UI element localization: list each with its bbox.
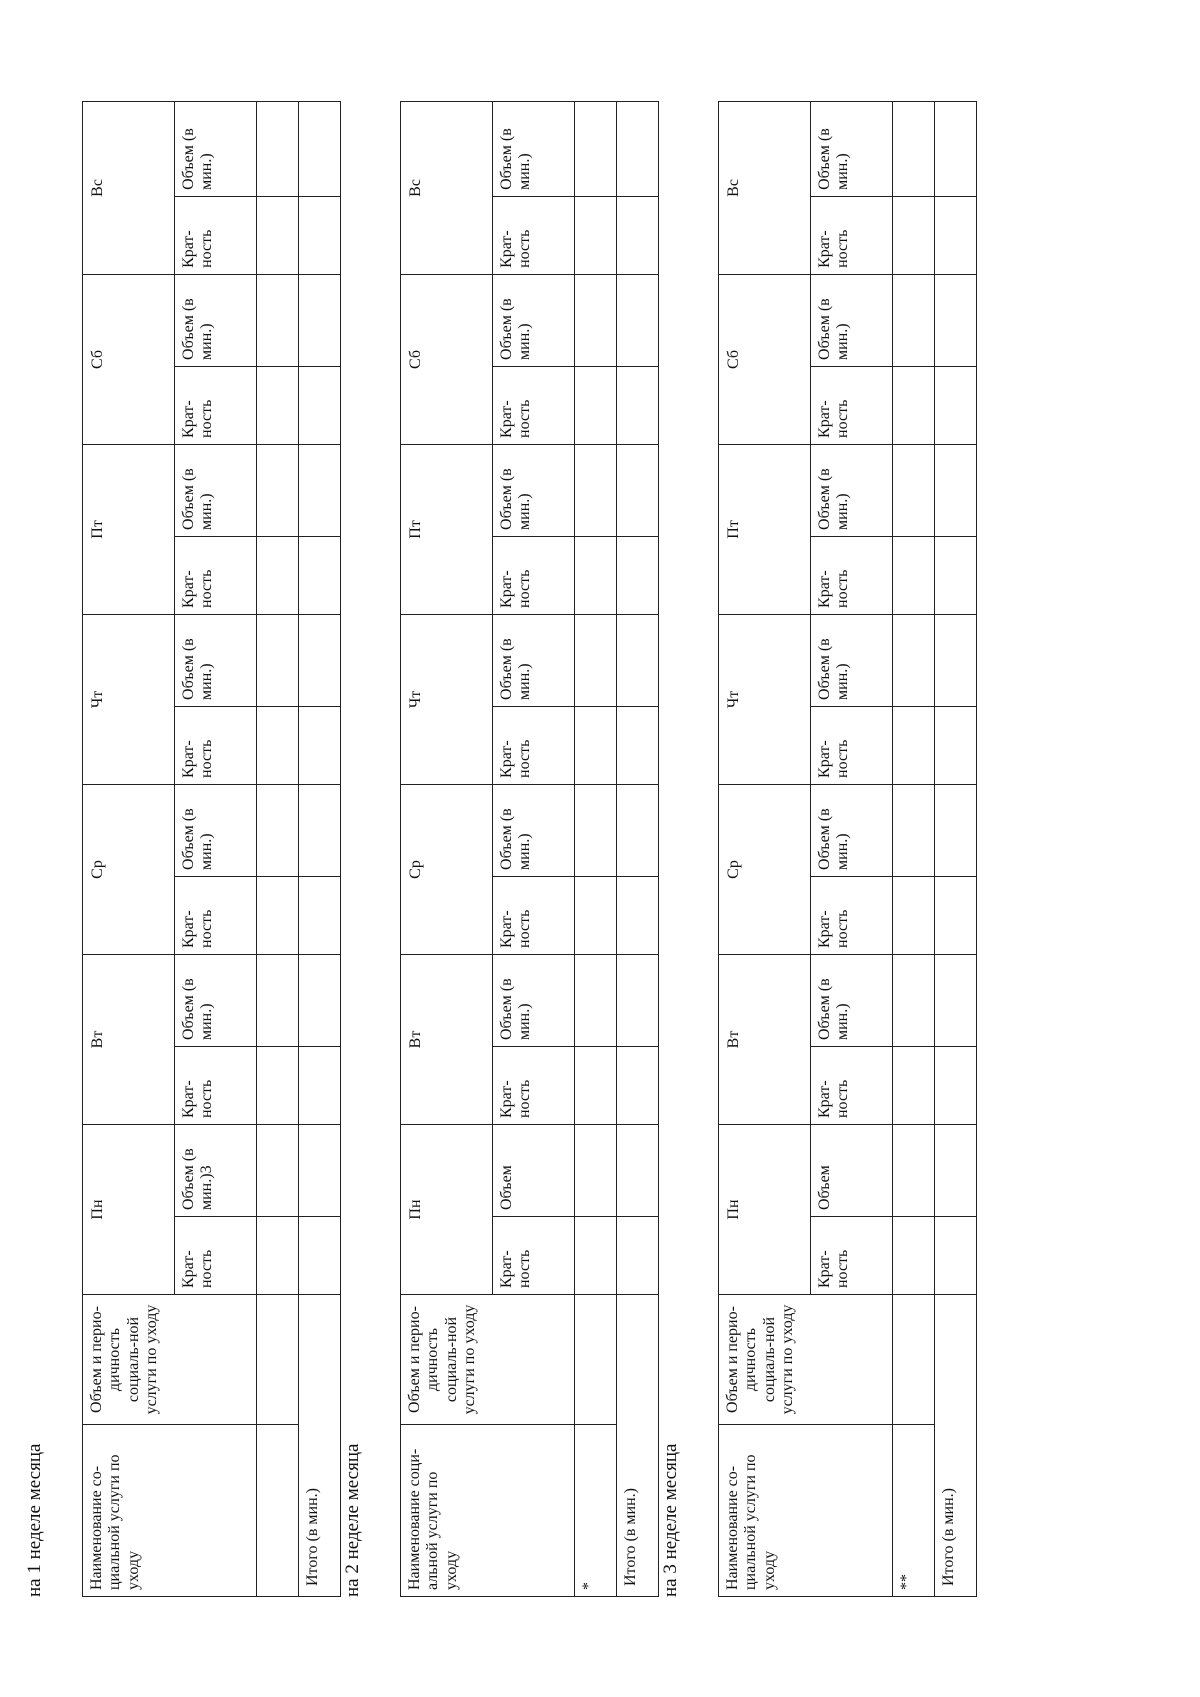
empty-cell[interactable]	[575, 954, 617, 1046]
service-row	[575, 101, 617, 1596]
empty-cell[interactable]	[257, 1047, 299, 1125]
empty-cell[interactable]	[617, 101, 659, 196]
empty-cell[interactable]	[299, 101, 341, 196]
empty-cell[interactable]	[617, 784, 659, 876]
volume-subheader: Объем (в мин.)	[175, 274, 257, 366]
empty-cell[interactable]	[935, 614, 977, 706]
empty-cell[interactable]	[617, 444, 659, 536]
empty-cell[interactable]	[617, 1125, 659, 1217]
empty-cell[interactable]	[935, 706, 977, 784]
service-row	[893, 101, 935, 1596]
empty-cell[interactable]	[935, 876, 977, 954]
volume-subheader: Объем (в мин.)	[811, 954, 893, 1046]
empty-cell[interactable]	[617, 1217, 659, 1295]
day-header: Сб	[719, 274, 811, 444]
empty-cell[interactable]	[935, 1125, 977, 1217]
empty-cell[interactable]	[935, 536, 977, 614]
empty-cell[interactable]	[299, 196, 341, 274]
day-header: Сб	[401, 274, 493, 444]
empty-cell[interactable]	[575, 274, 617, 366]
empty-cell[interactable]	[257, 196, 299, 274]
volume-subheader: Объем (в мин.)	[811, 614, 893, 706]
volume-subheader: Объем (в мин.)	[175, 954, 257, 1046]
volume-subheader: Объем (в мин.)3	[175, 1125, 257, 1217]
empty-cell[interactable]	[575, 1217, 617, 1295]
volume-subheader: Объем (в мин.)	[175, 444, 257, 536]
volume-subheader: Объем (в мин.)	[493, 444, 575, 536]
day-header: Ср	[719, 784, 811, 954]
empty-cell[interactable]	[935, 274, 977, 366]
empty-cell[interactable]	[617, 954, 659, 1046]
empty-cell[interactable]	[617, 876, 659, 954]
volume-subheader: Объем (в мин.)	[493, 784, 575, 876]
day-header: Ср	[83, 784, 175, 954]
empty-cell[interactable]	[893, 954, 935, 1046]
volume-subheader: Объем (в мин.)	[175, 101, 257, 196]
week-title: на 1 неделе месяца	[24, 1443, 45, 1597]
header-row-days	[401, 101, 493, 1596]
week-title: на 2 неделе месяца	[342, 1443, 363, 1597]
empty-cell[interactable]	[617, 366, 659, 444]
frequency-subheader: Крат-ность	[493, 536, 575, 614]
volume-subheader: Объем (в мин.)	[493, 101, 575, 196]
empty-cell[interactable]	[299, 706, 341, 784]
frequency-subheader: Крат-ность	[811, 876, 893, 954]
empty-cell[interactable]	[893, 784, 935, 876]
empty-cell[interactable]	[257, 1295, 299, 1425]
header-row-days	[83, 101, 175, 1596]
volume-periodicity-header: Объем и перио-дичность социаль-ной услуги по уходу	[401, 1295, 575, 1425]
day-header: Вт	[401, 954, 493, 1124]
day-header: Вс	[83, 101, 175, 274]
empty-cell[interactable]	[257, 366, 299, 444]
day-header: Чт	[719, 614, 811, 784]
empty-cell[interactable]	[893, 614, 935, 706]
schedule-table	[400, 101, 659, 1597]
empty-cell[interactable]	[617, 274, 659, 366]
volume-subheader: Объем (в мин.)	[493, 954, 575, 1046]
empty-cell[interactable]	[257, 1125, 299, 1217]
empty-cell[interactable]	[257, 1217, 299, 1295]
day-header: Чт	[401, 614, 493, 784]
empty-cell[interactable]	[299, 954, 341, 1046]
frequency-subheader: Крат-ность	[493, 366, 575, 444]
frequency-subheader: Крат-ность	[493, 876, 575, 954]
empty-cell[interactable]	[299, 366, 341, 444]
service-name-header: Наименование соци-альной услуги по уходу	[401, 1425, 575, 1597]
frequency-subheader: Крат-ность	[811, 196, 893, 274]
empty-cell[interactable]	[257, 784, 299, 876]
empty-cell[interactable]	[935, 101, 977, 196]
empty-cell[interactable]	[935, 1047, 977, 1125]
frequency-subheader: Крат-ность	[811, 1217, 893, 1295]
empty-cell[interactable]	[299, 876, 341, 954]
empty-cell[interactable]	[893, 366, 935, 444]
day-header: Вс	[401, 101, 493, 274]
service-name-header: Наименование со-циальной услуги по уходу	[83, 1425, 257, 1597]
empty-cell[interactable]	[257, 536, 299, 614]
empty-cell[interactable]	[617, 706, 659, 784]
total-row-label: Итого (в мин.)	[299, 1295, 341, 1597]
empty-cell[interactable]	[575, 784, 617, 876]
empty-cell[interactable]	[299, 614, 341, 706]
frequency-subheader: Крат-ность	[175, 536, 257, 614]
empty-cell[interactable]	[893, 1125, 935, 1217]
day-header: Сб	[83, 274, 175, 444]
empty-cell[interactable]	[893, 196, 935, 274]
service-row	[257, 101, 299, 1596]
empty-cell[interactable]	[935, 366, 977, 444]
empty-cell[interactable]	[893, 706, 935, 784]
empty-cell[interactable]	[893, 536, 935, 614]
empty-cell[interactable]	[299, 1047, 341, 1125]
total-row	[299, 101, 341, 1596]
empty-cell[interactable]	[299, 1217, 341, 1295]
volume-subheader: Объем (в мин.)	[811, 444, 893, 536]
empty-cell[interactable]	[893, 876, 935, 954]
day-header: Чт	[83, 614, 175, 784]
frequency-subheader: Крат-ность	[175, 196, 257, 274]
empty-cell[interactable]	[893, 1217, 935, 1295]
empty-cell[interactable]	[575, 196, 617, 274]
volume-subheader: Объем (в мин.)	[811, 101, 893, 196]
frequency-subheader: Крат-ность	[811, 706, 893, 784]
empty-cell[interactable]	[935, 444, 977, 536]
empty-cell[interactable]	[299, 784, 341, 876]
frequency-subheader: Крат-ность	[811, 1047, 893, 1125]
day-header: Пн	[401, 1125, 493, 1295]
empty-cell[interactable]	[299, 536, 341, 614]
empty-cell[interactable]	[575, 536, 617, 614]
empty-cell[interactable]	[893, 1295, 935, 1425]
empty-cell[interactable]	[575, 706, 617, 784]
empty-cell[interactable]	[935, 784, 977, 876]
volume-subheader: Объем (в мин.)	[811, 784, 893, 876]
empty-cell[interactable]	[935, 1217, 977, 1295]
day-header: Пн	[719, 1125, 811, 1295]
schedule-table	[718, 101, 977, 1597]
empty-cell[interactable]	[257, 876, 299, 954]
empty-cell[interactable]	[893, 444, 935, 536]
day-header: Пн	[83, 1125, 175, 1295]
day-header: Вт	[83, 954, 175, 1124]
total-row	[617, 101, 659, 1596]
volume-subheader: Объем	[493, 1125, 575, 1217]
total-row-label: Итого (в мин.)	[617, 1295, 659, 1597]
empty-cell[interactable]	[617, 614, 659, 706]
frequency-subheader: Крат-ность	[493, 1217, 575, 1295]
empty-cell[interactable]	[617, 1047, 659, 1125]
empty-cell[interactable]	[257, 954, 299, 1046]
empty-cell[interactable]	[893, 274, 935, 366]
day-header: Пт	[83, 444, 175, 614]
volume-periodicity-header: Объем и перио-дичность социаль-ной услуги по уходу	[719, 1295, 893, 1425]
volume-subheader: Объем (в мин.)	[811, 274, 893, 366]
empty-cell[interactable]	[575, 366, 617, 444]
frequency-subheader: Крат-ность	[175, 366, 257, 444]
day-header: Вс	[719, 101, 811, 274]
day-header: Пт	[401, 444, 493, 614]
header-row-days	[719, 101, 811, 1596]
empty-cell[interactable]	[575, 876, 617, 954]
empty-cell[interactable]	[575, 101, 617, 196]
frequency-subheader: Крат-ность	[811, 366, 893, 444]
empty-cell[interactable]	[893, 1047, 935, 1125]
frequency-subheader: Крат-ность	[493, 706, 575, 784]
empty-cell[interactable]	[575, 1047, 617, 1125]
frequency-subheader: Крат-ность	[493, 1047, 575, 1125]
service-name-header: Наименование со-циальной услуги по уходу	[719, 1425, 893, 1597]
empty-cell[interactable]	[257, 706, 299, 784]
schedule-table	[82, 101, 341, 1597]
frequency-subheader: Крат-ность	[175, 876, 257, 954]
empty-cell[interactable]	[299, 444, 341, 536]
frequency-subheader: Крат-ность	[493, 196, 575, 274]
volume-subheader: Объем (в мин.)	[493, 614, 575, 706]
frequency-subheader: Крат-ность	[175, 1047, 257, 1125]
volume-subheader: Объем (в мин.)	[175, 614, 257, 706]
empty-cell[interactable]	[617, 196, 659, 274]
day-header: Пт	[719, 444, 811, 614]
empty-cell[interactable]	[257, 101, 299, 196]
empty-cell[interactable]	[935, 196, 977, 274]
volume-subheader: Объем	[811, 1125, 893, 1217]
total-row	[935, 101, 977, 1596]
volume-subheader: Объем (в мин.)	[493, 274, 575, 366]
empty-cell[interactable]	[575, 1125, 617, 1217]
day-header: Ср	[401, 784, 493, 954]
empty-cell[interactable]	[257, 614, 299, 706]
row-marker[interactable]: *	[575, 1425, 617, 1597]
row-marker[interactable]	[257, 1425, 299, 1597]
volume-periodicity-header: Объем и перио-дичность социаль-ной услуги по уходу	[83, 1295, 257, 1425]
frequency-subheader: Крат-ность	[175, 706, 257, 784]
empty-cell[interactable]	[893, 101, 935, 196]
empty-cell[interactable]	[299, 274, 341, 366]
row-marker[interactable]: **	[893, 1425, 935, 1597]
empty-cell[interactable]	[257, 444, 299, 536]
week-title: на 3 неделе месяца	[660, 1443, 681, 1597]
day-header: Вт	[719, 954, 811, 1124]
frequency-subheader: Крат-ность	[175, 1217, 257, 1295]
empty-cell[interactable]	[299, 1125, 341, 1217]
frequency-subheader: Крат-ность	[811, 536, 893, 614]
total-row-label: Итого (в мин.)	[935, 1295, 977, 1597]
empty-cell[interactable]	[617, 536, 659, 614]
empty-cell[interactable]	[575, 614, 617, 706]
empty-cell[interactable]	[935, 954, 977, 1046]
empty-cell[interactable]	[575, 444, 617, 536]
empty-cell[interactable]	[575, 1295, 617, 1425]
empty-cell[interactable]	[257, 274, 299, 366]
volume-subheader: Объем (в мин.)	[175, 784, 257, 876]
